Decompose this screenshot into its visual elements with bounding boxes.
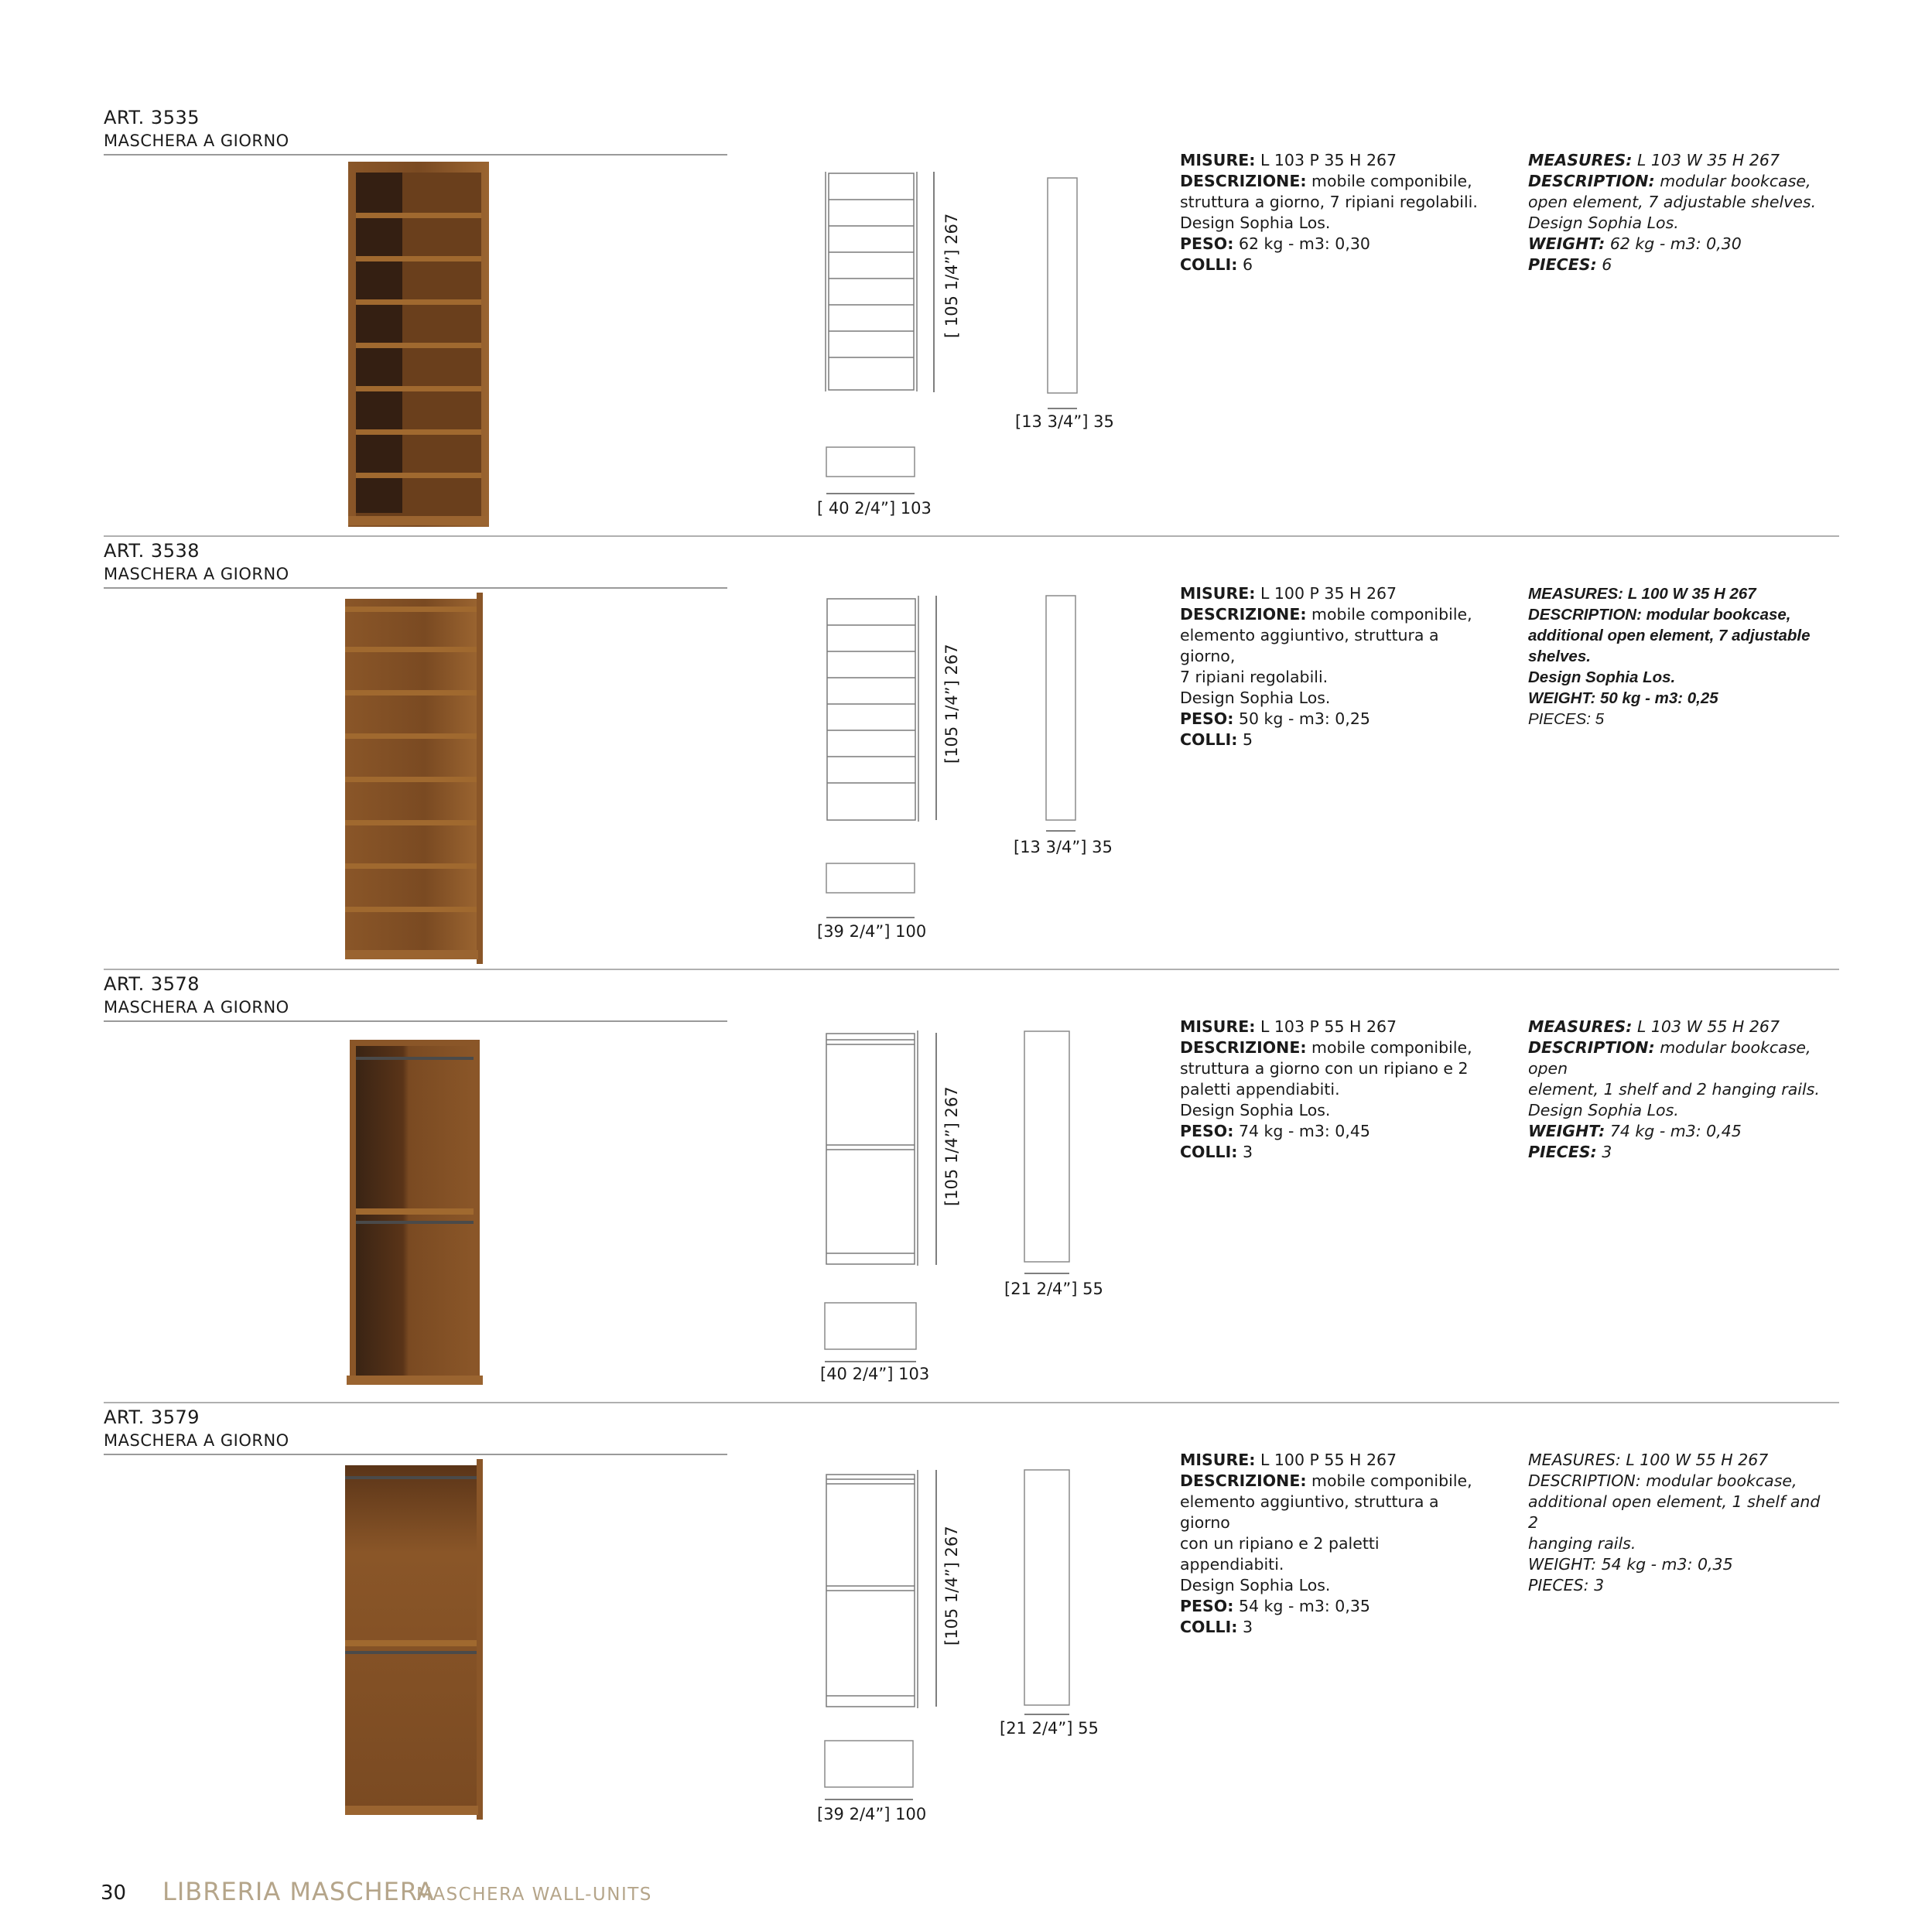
- spec-italian: MISURE: L 100 P 55 H 267 DESCRIZIONE: mobile componibile, elemento aggiuntivo, struttura a giorno con un ripiano e 2 paletti appendiabiti. Design Sophia Los. PESO: 54 kg - m3: 0,35 COLLI: 3: [1180, 1451, 1472, 1636]
- side-view-drawing: [1023, 1468, 1072, 1708]
- width-dimension-line: [823, 1798, 916, 1801]
- top-view-drawing: [823, 1301, 919, 1352]
- side-view-drawing: [1045, 594, 1079, 823]
- article-subtitle: MASCHERA A GIORNO: [104, 565, 289, 583]
- dimension-depth: [21 2/4”] 55: [1000, 1719, 1099, 1738]
- title-rule: [104, 587, 727, 589]
- spec-italian: MISURE: L 100 P 35 H 267 DESCRIZIONE: mobile componibile, elemento aggiuntivo, struttura a giorno, 7 ripiani regolabili. Design Sophia Los. PESO: 50 kg - m3: 0,25 COLLI: 5: [1180, 584, 1472, 749]
- product-photo: [340, 591, 487, 966]
- height-dimension-line: [935, 1033, 938, 1265]
- width-dimension-line: [825, 492, 918, 495]
- dimension-width: [39 2/4”] 100: [817, 922, 927, 941]
- spec-italian: MISURE: L 103 P 55 H 267 DESCRIZIONE: mobile componibile, struttura a giorno con un ripiano e 2 paletti appendiabiti. Design Sophia Los. PESO: 74 kg - m3: 0,45 COLLI: 3: [1180, 1017, 1472, 1161]
- article-code: ART. 3579: [104, 1406, 200, 1428]
- dimension-depth: [13 3/4”] 35: [1015, 412, 1114, 431]
- product-photo: [340, 1458, 484, 1821]
- depth-dimension-line: [1023, 1272, 1072, 1275]
- section-divider: [104, 535, 1839, 537]
- top-view-drawing: [823, 1739, 916, 1790]
- depth-dimension-line: [1045, 829, 1079, 832]
- spec-italian: MISURE: L 103 P 35 H 267 DESCRIZIONE: mobile componibile, struttura a giorno, 7 ripiani regolabili. Design Sophia Los. PESO: 62 kg - m3: 0,30 COLLI: 6: [1180, 151, 1478, 274]
- front-view-drawing: [823, 1029, 924, 1269]
- product-photo: [345, 159, 492, 530]
- article-subtitle: MASCHERA A GIORNO: [104, 1431, 289, 1450]
- dimension-height: [105 1/4”] 267: [942, 1526, 961, 1646]
- side-view-drawing: [1046, 176, 1080, 396]
- section-divider: [104, 969, 1839, 970]
- title-rule: [104, 1454, 727, 1455]
- spec-english: MEASURES: L 103 W 55 H 267 DESCRIPTION: modular bookcase, open element, 1 shelf and 2 hanging rails. Design Sophia Los. WEIGHT: 74 kg - m3: 0,45 PIECES: 3: [1528, 1017, 1820, 1161]
- side-view-drawing: [1023, 1030, 1072, 1265]
- section-divider: [104, 1402, 1839, 1403]
- dimension-depth: [21 2/4”] 55: [1004, 1280, 1103, 1298]
- article-subtitle: MASCHERA A GIORNO: [104, 998, 289, 1017]
- title-rule: [104, 1020, 727, 1022]
- product-photo: [345, 1037, 484, 1388]
- page-number: 30: [101, 1881, 127, 1905]
- dimension-width: [40 2/4”] 103: [820, 1365, 930, 1383]
- depth-dimension-line: [1023, 1713, 1072, 1716]
- front-view-drawing: [823, 1468, 924, 1713]
- spec-english: MEASURES: L 100 W 35 H 267 DESCRIPTION: modular bookcase, additional open element, 7 adjustable shelves. Design Sophia Los. WEIGHT: 50 kg - m3: 0,25 PIECES: 5: [1528, 585, 1811, 728]
- article-code: ART. 3578: [104, 973, 200, 995]
- width-dimension-line: [825, 916, 918, 919]
- height-dimension-line: [935, 1470, 938, 1707]
- title-rule: [104, 154, 727, 156]
- top-view-drawing: [825, 862, 918, 896]
- depth-dimension-line: [1046, 407, 1080, 410]
- footer-subtitle: MASCHERA WALL-UNITS: [416, 1885, 652, 1905]
- front-view-drawing: [824, 169, 925, 401]
- top-view-drawing: [825, 446, 918, 480]
- article-code: ART. 3538: [104, 540, 200, 562]
- article-code: ART. 3535: [104, 107, 200, 128]
- footer-title: LIBRERIA MASCHERA: [162, 1877, 435, 1906]
- article-subtitle: MASCHERA A GIORNO: [104, 132, 289, 150]
- height-dimension-line: [932, 172, 935, 392]
- dimension-width: [ 40 2/4”] 103: [817, 499, 932, 518]
- spec-english: MEASURES: L 103 W 35 H 267 DESCRIPTION: modular bookcase, open element, 7 adjustable shelves. Design Sophia Los. WEIGHT: 62 kg - m3: 0,30 PIECES: 6: [1528, 151, 1817, 274]
- dimension-height: [105 1/4”] 267: [942, 644, 961, 764]
- spec-english: MEASURES: L 100 W 55 H 267 DESCRIPTION: modular bookcase, additional open element, 1 shelf and 2 hanging rails. WEIGHT: 54 kg - m3: 0,35 PIECES: 3: [1528, 1451, 1821, 1594]
- height-dimension-line: [935, 596, 938, 820]
- dimension-depth: [13 3/4”] 35: [1014, 838, 1113, 856]
- dimension-height: [ 105 1/4”] 267: [942, 213, 961, 338]
- width-dimension-line: [823, 1360, 919, 1363]
- front-view-drawing: [824, 594, 925, 826]
- dimension-height: [105 1/4”] 267: [942, 1086, 961, 1206]
- dimension-width: [39 2/4”] 100: [817, 1805, 927, 1823]
